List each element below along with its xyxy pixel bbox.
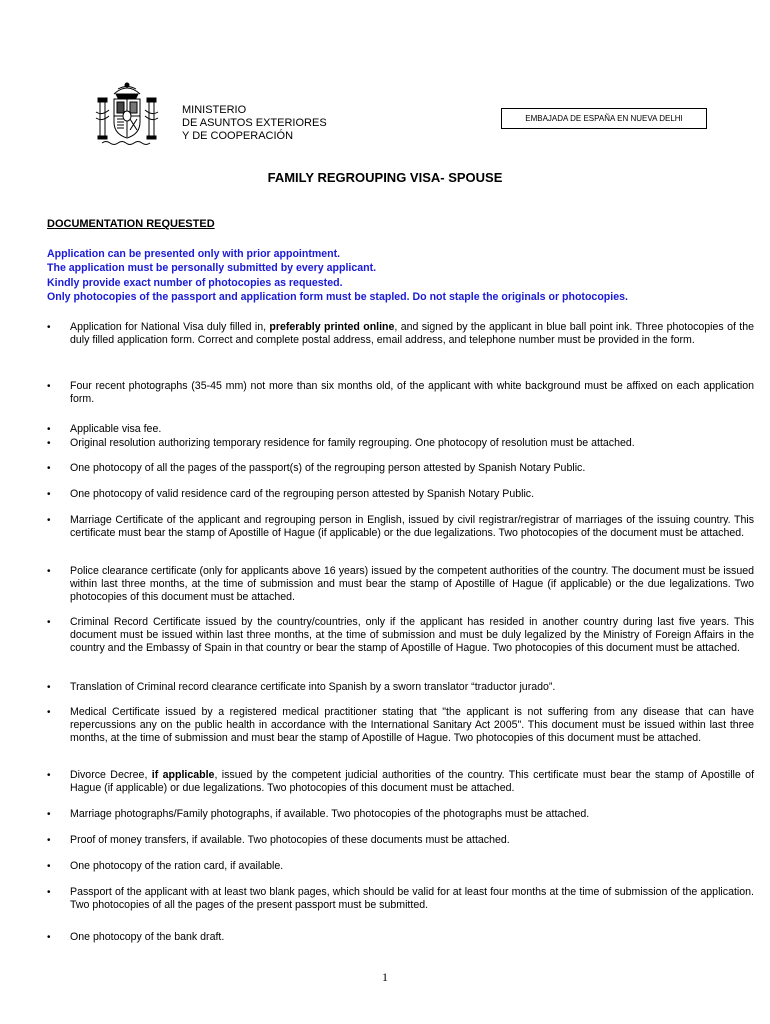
- bullet: •: [47, 566, 51, 577]
- bullet: •: [47, 707, 51, 718]
- list-item: • One photocopy of valid residence card of the regrouping person attested by Spanish Notary Public.: [47, 488, 535, 500]
- bullet: •: [47, 932, 51, 943]
- notice-line: Application can be presented only with prior appointment.: [47, 248, 341, 260]
- list-item: • Criminal Record Certificate issued by the country/countries, only if the applicant has resided in another country during last five years. This document must be issued within last three months, at the time of submission and must be duly legalized by the Ministry of Foreign Affairs in the country and the Embassy of Spain in that country or bear the stamp of Apostille of Hague. Two photocopies of this document must be attached.: [47, 616, 754, 654]
- section-title: DOCUMENTATION REQUESTED: [47, 218, 215, 230]
- list-item: • Translation of Criminal record clearance certificate into Spanish by a sworn translator “traductor jurado”.: [47, 681, 556, 693]
- bullet: •: [47, 381, 51, 392]
- bullet: •: [47, 835, 51, 846]
- bullet: •: [47, 424, 51, 435]
- ministry-line-1: MINISTERIO: [182, 104, 247, 116]
- list-item: • Marriage photographs/Family photographs, if available. Two photocopies of the photographs must be attached.: [47, 808, 590, 820]
- list-item: • Applicable visa fee.: [47, 423, 162, 435]
- list-item: • One photocopy of all the pages of the passport(s) of the regrouping person attested by Spanish Notary Public.: [47, 462, 586, 474]
- list-item: • One photocopy of the ration card, if available.: [47, 860, 284, 872]
- bullet: •: [47, 322, 51, 333]
- bullet: •: [47, 515, 51, 526]
- bullet: •: [47, 463, 51, 474]
- bullet: •: [47, 489, 51, 500]
- bullet: •: [47, 861, 51, 872]
- list-item: • Passport of the applicant with at least two blank pages, which should be valid for at least four months at the time of submission of the application. Two photocopies of all the pages of the present passport must be submitted.: [47, 886, 754, 911]
- notice-line: Kindly provide exact number of photocopies as requested.: [47, 276, 343, 289]
- bullet: •: [47, 617, 51, 628]
- list-item: • Proof of money transfers, if available. Two photocopies of these documents must be attached.: [47, 834, 510, 846]
- list-item: • Application for National Visa duly filled in, preferably printed online, and signed by the applicant in blue ball point ink. Three photocopies of the duly filled application form. Correct and complete postal address, email address, and telephone number must be provided in the form.: [47, 321, 754, 346]
- notice-line: The application must be personally submitted by every applicant.: [47, 262, 377, 275]
- list-item: • Divorce Decree, if applicable, issued by the competent judicial authorities of the country. This certificate must bear the stamp of Apostille of Hague (if applicable) or due legalizations. Two photocopies of this document must be attached.: [47, 769, 755, 794]
- list-item: • Original resolution authorizing temporary residence for family regrouping. One photocopy of resolution must be attached.: [47, 437, 635, 449]
- notice-line: Only photocopies of the passport and application form must be stapled. Do not staple the originals or photocopies.: [47, 291, 628, 304]
- bullet: •: [47, 438, 51, 449]
- list-item: • One photocopy of the bank draft.: [47, 931, 225, 943]
- bullet: •: [47, 682, 51, 693]
- ministry-line-3: Y DE COOPERACIÓN: [182, 130, 294, 142]
- list-item: • Police clearance certificate (only for applicants above 16 years) issued by the competent authorities of the country. The document must be issued within last three months, at the time of submission and must bear the stamp of Apostille of Hague (if applicable) or the due legalizations. Two photocopies of this document must be attached.: [47, 565, 754, 603]
- page-number: 1: [382, 970, 388, 984]
- embassy-label: EMBAJADA DE ESPAÑA EN NUEVA DELHI: [501, 108, 707, 129]
- list-item: • Medical Certificate issued by a registered medical practitioner stating that "the applicant is not suffering from any disease that can have repercussions any on the public health in accordance with the International Sanitary Act 2005". This document must be issued within last three months, at the time of submission and must bear the stamp of Apostille of Hague. Two photocopies of this document must be attached.: [47, 706, 754, 744]
- ministry-line-2: DE ASUNTOS EXTERIORES: [182, 117, 327, 129]
- list-item: • Marriage Certificate of the applicant and regrouping person in English, issued by civil registrar/registrar of marriages of the issuing country. This certificate must bear the stamp of Apostille of Hague (if applicable) or the due legalizations. Two photocopies of the document must be attached.: [47, 514, 754, 539]
- bullet: •: [47, 770, 51, 781]
- bullet: •: [47, 887, 51, 898]
- bullet: •: [47, 809, 51, 820]
- list-item: • Four recent photographs (35-45 mm) not more than six months old, of the applicant with white background must be affixed on each application form.: [47, 380, 754, 405]
- document-title: FAMILY REGROUPING VISA- SPOUSE: [267, 170, 503, 185]
